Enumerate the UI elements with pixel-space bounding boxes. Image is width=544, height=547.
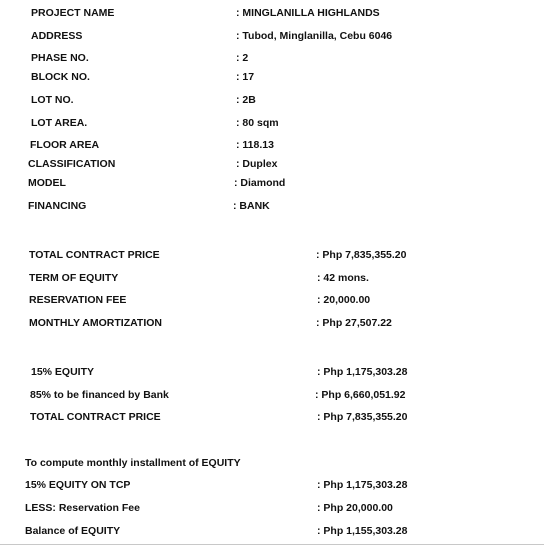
contract-value: : 20,000.00 bbox=[317, 294, 371, 306]
bottom-divider bbox=[0, 544, 544, 545]
info-value: : 118.13 bbox=[236, 139, 274, 151]
info-value: : Diamond bbox=[234, 177, 286, 189]
contract-value: : Php 7,835,355.20 bbox=[316, 249, 407, 261]
contract-row bbox=[0, 271, 544, 285]
equity-value: : Php 1,155,303.28 bbox=[317, 525, 408, 537]
breakdown-row bbox=[0, 410, 544, 424]
info-row bbox=[0, 70, 544, 84]
info-value: : Tubod, Minglanilla, Cebu 6046 bbox=[236, 30, 393, 42]
contract-row bbox=[0, 293, 544, 307]
breakdown-value: : Php 6,660,051.92 bbox=[315, 389, 406, 401]
info-label: LOT AREA. bbox=[31, 117, 88, 129]
info-value: : MINGLANILLA HIGHLANDS bbox=[236, 7, 380, 19]
contract-row bbox=[0, 248, 544, 262]
equity-label: Balance of EQUITY bbox=[25, 525, 121, 537]
breakdown-value: : Php 1,175,303.28 bbox=[317, 366, 408, 378]
contract-row bbox=[0, 316, 544, 330]
breakdown-label: 85% to be financed by Bank bbox=[30, 389, 169, 401]
info-label: FINANCING bbox=[28, 200, 87, 212]
info-row bbox=[0, 116, 544, 130]
equity-row bbox=[0, 478, 544, 492]
contract-label: MONTHLY AMORTIZATION bbox=[29, 317, 162, 329]
info-value: : 17 bbox=[236, 71, 255, 83]
info-value: : BANK bbox=[233, 200, 270, 212]
breakdown-value: : Php 7,835,355.20 bbox=[317, 411, 408, 423]
info-row bbox=[0, 157, 544, 171]
info-label: LOT NO. bbox=[31, 94, 74, 106]
equity-label: LESS: Reservation Fee bbox=[25, 502, 140, 514]
info-label: ADDRESS bbox=[31, 30, 83, 42]
info-label: BLOCK NO. bbox=[31, 71, 90, 83]
contract-value: : Php 27,507.22 bbox=[316, 317, 392, 329]
info-row bbox=[0, 138, 544, 152]
contract-label: RESERVATION FEE bbox=[29, 294, 127, 306]
info-label: PROJECT NAME bbox=[31, 7, 115, 19]
info-label: MODEL bbox=[28, 177, 66, 189]
equity-row bbox=[0, 501, 544, 515]
info-row bbox=[0, 199, 544, 213]
equity-value: : Php 1,175,303.28 bbox=[317, 479, 408, 491]
equity-heading: To compute monthly installment of EQUITY bbox=[25, 457, 241, 469]
info-row bbox=[0, 93, 544, 107]
breakdown-row bbox=[0, 365, 544, 379]
info-value: : Duplex bbox=[236, 158, 278, 170]
equity-value: : Php 20,000.00 bbox=[317, 502, 393, 514]
info-label: PHASE NO. bbox=[31, 52, 89, 64]
info-label: CLASSIFICATION bbox=[28, 158, 116, 170]
info-row bbox=[0, 6, 544, 20]
info-value: : 2 bbox=[236, 52, 249, 64]
breakdown-label: TOTAL CONTRACT PRICE bbox=[30, 411, 161, 423]
info-label: FLOOR AREA bbox=[30, 139, 100, 151]
info-row bbox=[0, 29, 544, 43]
info-row bbox=[0, 51, 544, 65]
breakdown-row bbox=[0, 388, 544, 402]
info-value: : 80 sqm bbox=[236, 117, 279, 129]
breakdown-label: 15% EQUITY bbox=[31, 366, 95, 378]
info-row bbox=[0, 176, 544, 190]
equity-row bbox=[0, 524, 544, 538]
contract-label: TERM OF EQUITY bbox=[29, 272, 119, 284]
contract-label: TOTAL CONTRACT PRICE bbox=[29, 249, 160, 261]
info-value: : 2B bbox=[236, 94, 256, 106]
contract-value: : 42 mons. bbox=[317, 272, 369, 284]
equity-label: 15% EQUITY ON TCP bbox=[25, 479, 131, 491]
equity-heading-row bbox=[0, 456, 544, 470]
